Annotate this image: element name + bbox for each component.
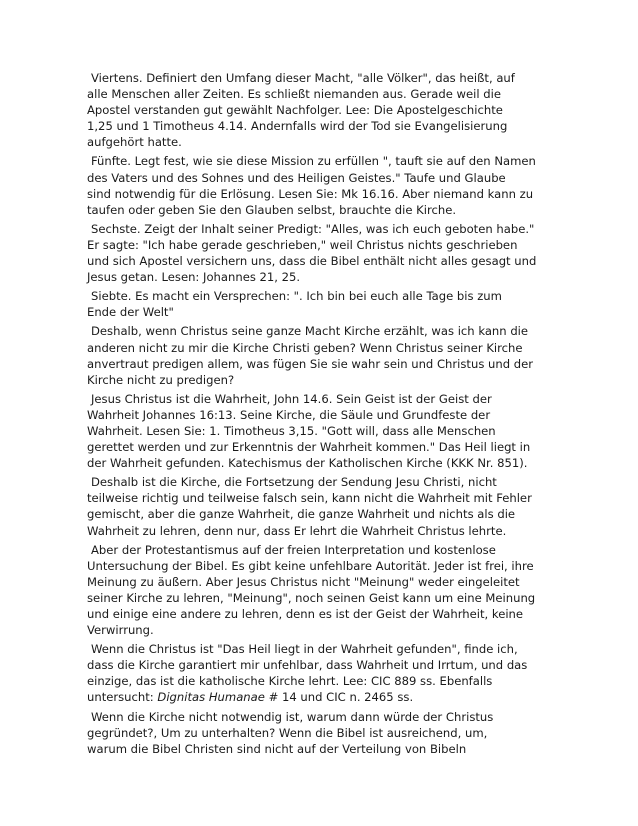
text-line: teilweise richtig und teilweise falsch sein, kann nicht die Wahrheit mit Fehler: [87, 491, 532, 506]
text-line: Wenn die Christus ist "Das Heil liegt in der Wahrheit gefunden", finde ich,: [91, 642, 518, 657]
text-line: aufgehört hatte.: [87, 135, 182, 150]
document-page: [87, 70, 557, 760]
text-line: Siebte. Es macht ein Versprechen: ". Ich bin bei euch alle Tage bis zum: [91, 289, 502, 304]
text-line: und sich Apostel versichern uns, dass die Bibel enthält nicht alles gesagt und: [87, 254, 537, 269]
text-line: der Wahrheit gefunden. Katechismus der Katholischen Kirche (KKK Nr. 851).: [87, 456, 528, 471]
paragraph-jesus-wahrheit: [87, 391, 557, 471]
text-line: Verwirrung.: [87, 623, 154, 638]
paragraph-fuenfte: [87, 153, 557, 217]
text-line: 1,25 und 1 Timotheus 4.14. Andernfalls wird der Tod sie Evangelisierung: [87, 119, 508, 134]
text-line: Wahrheit. Lesen Sie: 1. Timotheus 3,15. "Gott will, dass alle Menschen: [87, 423, 496, 438]
text-line: und einige eine andere zu lehren, denn es ist der Geist der Wahrheit, keine: [87, 607, 524, 621]
text-line: gerettet werden und zur Erkenntnis der Wahrheit kommen." Das Heil liegt in: [87, 440, 531, 455]
paragraph-sechste: [87, 221, 557, 285]
text-line: Jesus getan. Lesen: Johannes 21, 25.: [87, 270, 301, 285]
text-line: Wahrheit zu lehren, denn nur, dass Er lehrt die Wahrheit Christus lehrte.: [87, 523, 507, 538]
paragraph-deshalb-kirche: [87, 474, 557, 538]
paragraph-viertens: [87, 70, 557, 150]
paragraph-kirche-notwendig: [87, 709, 557, 757]
text-line: taufen oder geben Sie den Glauben selbst, brauchte die Kirche.: [87, 202, 457, 217]
text-line: gegründet?, Um zu unterhalten? Wenn die Bibel ist ausreichend, um,: [87, 725, 488, 740]
text-line: Aber der Protestantismus auf der freien Interpretation und kostenlose: [91, 542, 496, 557]
text-line: dass die Kirche garantiert mir unfehlbar, dass Wahrheit und Irrtum, und das: [87, 658, 528, 673]
paragraph-protestantismus: [87, 542, 557, 639]
text-line: anderen nicht zu mir die Kirche Christi geben? Wenn Christus seiner Kirche: [87, 340, 523, 355]
text-line: Sechste. Zeigt der Inhalt seiner Predigt: "Alles, was ich euch geboten habe.": [91, 221, 535, 236]
text-line: Apostel verstanden gut gewählt Nachfolger. Lee: Die Apostelgeschichte: [87, 103, 503, 118]
paragraph-heil-wahrheit: [87, 641, 557, 705]
text-line: Deshalb ist die Kirche, die Fortsetzung der Sendung Jesu Christi, nicht: [91, 475, 497, 490]
text-line: einzige, das ist die katholische Kirche lehrt. Lee: CIC 889 ss. Ebenfalls: [87, 674, 493, 689]
text-line: Er sagte: "Ich habe gerade geschrieben," weil Christus nichts geschrieben: [87, 237, 518, 252]
text-line: Fünfte. Legt fest, wie sie diese Mission zu erfüllen ", tauft sie auf den Namen: [91, 154, 536, 169]
text-line: anvertraut predigen allem, was fügen Sie sie wahr sein und Christus und der: [87, 356, 534, 371]
text-line: alle Menschen aller Zeiten. Es schließt niemanden aus. Gerade weil die: [87, 87, 501, 102]
italic-title: Dignitas Humanae: [157, 690, 265, 705]
text-segment: untersucht:: [87, 690, 158, 705]
text-line: warum die Bibel Christen sind nicht auf der Verteilung von Bibeln: [87, 741, 467, 756]
text-line: Wahrheit Johannes 16:13. Seine Kirche, die Säule und Grundfeste der: [87, 407, 491, 422]
text-line: Untersuchung der Bibel. Es gibt keine unfehlbare Autorität. Jeder ist frei, ihre: [87, 558, 534, 573]
text-line: Jesus Christus ist die Wahrheit, John 14.6. Sein Geist ist der Geist der: [91, 391, 492, 406]
text-line: sind notwendig für die Erlösung. Lesen Sie: Mk 16.16. Aber niemand kann zu: [87, 186, 534, 201]
text-line: Meinung zu äußern. Aber Jesus Christus nicht "Meinung" weder eingeleitet: [87, 574, 520, 589]
text-line: Wenn die Kirche nicht notwendig ist, warum dann würde der Christus: [91, 709, 494, 724]
text-line: Kirche nicht zu predigen?: [87, 372, 235, 387]
text-segment: # 14 und CIC n. 2465 ss.: [264, 690, 414, 705]
text-line: Viertens. Definiert den Umfang dieser Macht, "alle Völker", das heißt, auf: [91, 71, 515, 85]
paragraph-siebte: [87, 288, 557, 320]
text-line-mixed: [87, 689, 557, 705]
paragraph-deshalb-macht: [87, 323, 557, 387]
text-line: des Vaters und des Sohnes und des Heiligen Geistes." Taufe und Glaube: [87, 170, 506, 185]
text-line: seiner Kirche zu lehren, "Meinung", noch seinen Geist kann um eine Meinung: [87, 590, 536, 605]
text-line: gemischt, aber die ganze Wahrheit, die ganze Wahrheit und nichts als die: [87, 507, 516, 522]
text-line: Deshalb, wenn Christus seine ganze Macht Kirche erzählt, was ich kann die: [91, 324, 529, 339]
text-line: Ende der Welt": [87, 305, 174, 320]
